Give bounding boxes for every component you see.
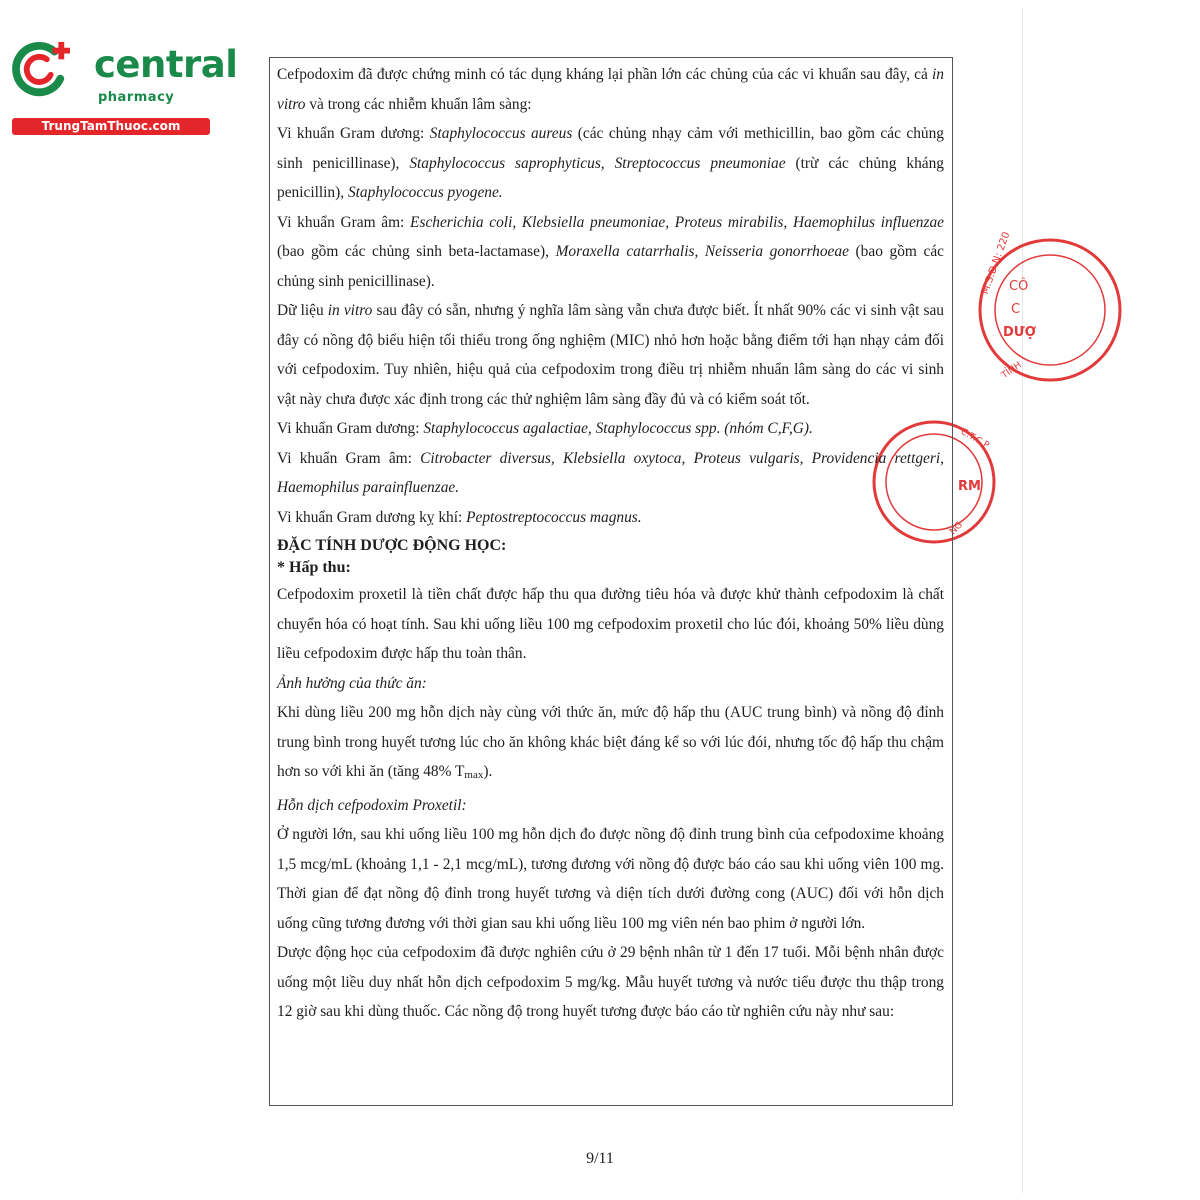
stamp-bottom-line1: C.T.C.P: [958, 426, 991, 452]
absorption-paragraph: Cefpodoxim proxetil là tiền chất được hấp thu qua đường tiêu hóa và được khử thành cefpodoxim là chất chuyển hóa có hoạt tính. Sau khi uống liều 100 mg cefpodoxim proxetil cho lúc đói, khoảng 50% liều dùng liều cefpodoxim được hấp thu toàn thân.: [277, 586, 944, 662]
gram-positive-list-2: Vi khuẩn Gram dương: Staphylococcus agalactiae, Staphylococcus spp. (nhóm C,F,G).: [277, 420, 813, 437]
central-pharmacy-logo: [10, 38, 238, 138]
stamp-bottom-line3: NG: [948, 520, 965, 537]
suspension-title: Hỗn dịch cefpodoxim Proxetil:: [277, 796, 467, 814]
section-heading-pharmacokinetics: ĐẶC TÍNH DƯỢC ĐỘNG HỌC:: [277, 537, 507, 554]
anaerobe-list: Vi khuẩn Gram dương kỵ khí: Peptostreptococcus magnus.: [277, 508, 642, 526]
company-stamp-bottom: [948, 410, 996, 545]
page-number: 9/11: [586, 1150, 614, 1167]
stamp-top-line4: TỈNH: [1000, 360, 1024, 381]
document-frame: [269, 57, 953, 1106]
gram-positive-list: Vi khuẩn Gram dương: Staphylococcus aureus (các chủng nhạy cảm với methicillin, bao gồm các chủng sinh penicillinase), Staphylococcus saprophyticus, Streptococcus pneumoniae (trừ các chủng kháng penicillin), Staphylococcus pyogene.: [277, 125, 944, 201]
gram-negative-list-2: Vi khuẩn Gram âm: Citrobacter diversus, Klebsiella oxytoca, Proteus vulgaris, Providencia rettgeri, Haemophilus parainfluenzae.: [277, 449, 944, 496]
logo-site: TrungTamThuoc.com: [12, 118, 210, 135]
subheading-absorption: * Hấp thu:: [277, 559, 351, 576]
food-effect-paragraph: Khi dùng liều 200 mg hỗn dịch này cùng với thức ăn, mức độ hấp thu (AUC trung bình) và nồng độ đỉnh trung bình trong huyết tương lúc cho ăn không khác biệt đáng kể so với lúc đói, nhưng tốc độ hấp thu chậm hơn so với khi ăn (tăng 48% $T_{max}$).: [277, 704, 944, 781]
stamp-top-line3: DƯỢ: [1003, 325, 1037, 340]
stamp-top-code: M.S.D.N: 220: [979, 230, 1013, 296]
page-edge: [1022, 8, 1023, 1193]
logo-tagline: pharmacy: [98, 90, 175, 105]
logo-c-cross-icon: [12, 40, 70, 98]
food-effect-title: Ảnh hưởng của thức ăn:: [277, 674, 427, 692]
intro-paragraph: Cefpodoxim đã được chứng minh có tác dụng kháng lại phần lớn các chủng của các vi khuẩn sau đây, cả in vitro và trong các nhiễm khuẩn lâm sàng:: [277, 66, 944, 113]
suspension-paragraph: Ở người lớn, sau khi uống liều 100 mg hỗn dịch đo được nồng độ đỉnh trung bình của cefpodoxime khoảng 1,5 mcg/mL (khoảng 1,1 - 2,1 mcg/mL), tương đương với nồng độ được báo cáo sau khi uống viên 100 mg. Thời gian để đạt nồng độ đỉnh trong huyết tương và diện tích dưới đường cong (AUC) đối với hỗn dịch uống cũng tương đương với thời gian sau khi uống liều 100 mg viên nén bao phim ở người lớn.: [277, 826, 944, 932]
in-vitro-paragraph: Dữ liệu in vitro sau đây có sẵn, nhưng ý nghĩa lâm sàng vẫn chưa được biết. Ít nhất 90% các vi sinh vật sau đây có nồng độ biểu hiện tối thiểu trong ống nghiệm (MIC) nhỏ hơn hoặc bằng điểm tới hạn nhạy cảm đối với cefpodoxim. Tuy nhiên, hiệu quả của cefpodoxim trong điều trị nhiễm nhuẩn lâm sàng do các vi sinh vật này chưa được xác định trong các thử nghiệm lâm sàng đầy đủ và có kiểm soát tốt.: [277, 302, 944, 408]
stamp-top-line1: CÔ: [1009, 279, 1029, 294]
gram-negative-list: Vi khuẩn Gram âm: Escherichia coli, Klebsiella pneumoniae, Proteus mirabilis, Haemophilus influenzae (bao gồm các chủng sinh beta-lactamase), Moraxella catarrhalis, Neisseria gonorrhoeae (bao gồm các chủng sinh penicillinase).: [277, 213, 945, 290]
stamp-top-line2: C: [1011, 302, 1021, 317]
logo-brand: central: [94, 43, 238, 86]
company-stamp-top: [975, 230, 1037, 388]
pediatric-paragraph: Dược động học của cefpodoxim đã được nghiên cứu ở 29 bệnh nhân từ 1 đến 17 tuổi. Mỗi bệnh nhân được uống một liều duy nhất hỗn dịch cefpodoxim 5 mg/kg. Mẫu huyết tương và nước tiểu được thu thập trong 12 giờ sau khi dùng thuốc. Các nồng độ trong huyết tương được báo cáo từ nghiên cứu này như sau:: [277, 944, 944, 1020]
stamp-bottom-line2: RM: [958, 479, 981, 494]
